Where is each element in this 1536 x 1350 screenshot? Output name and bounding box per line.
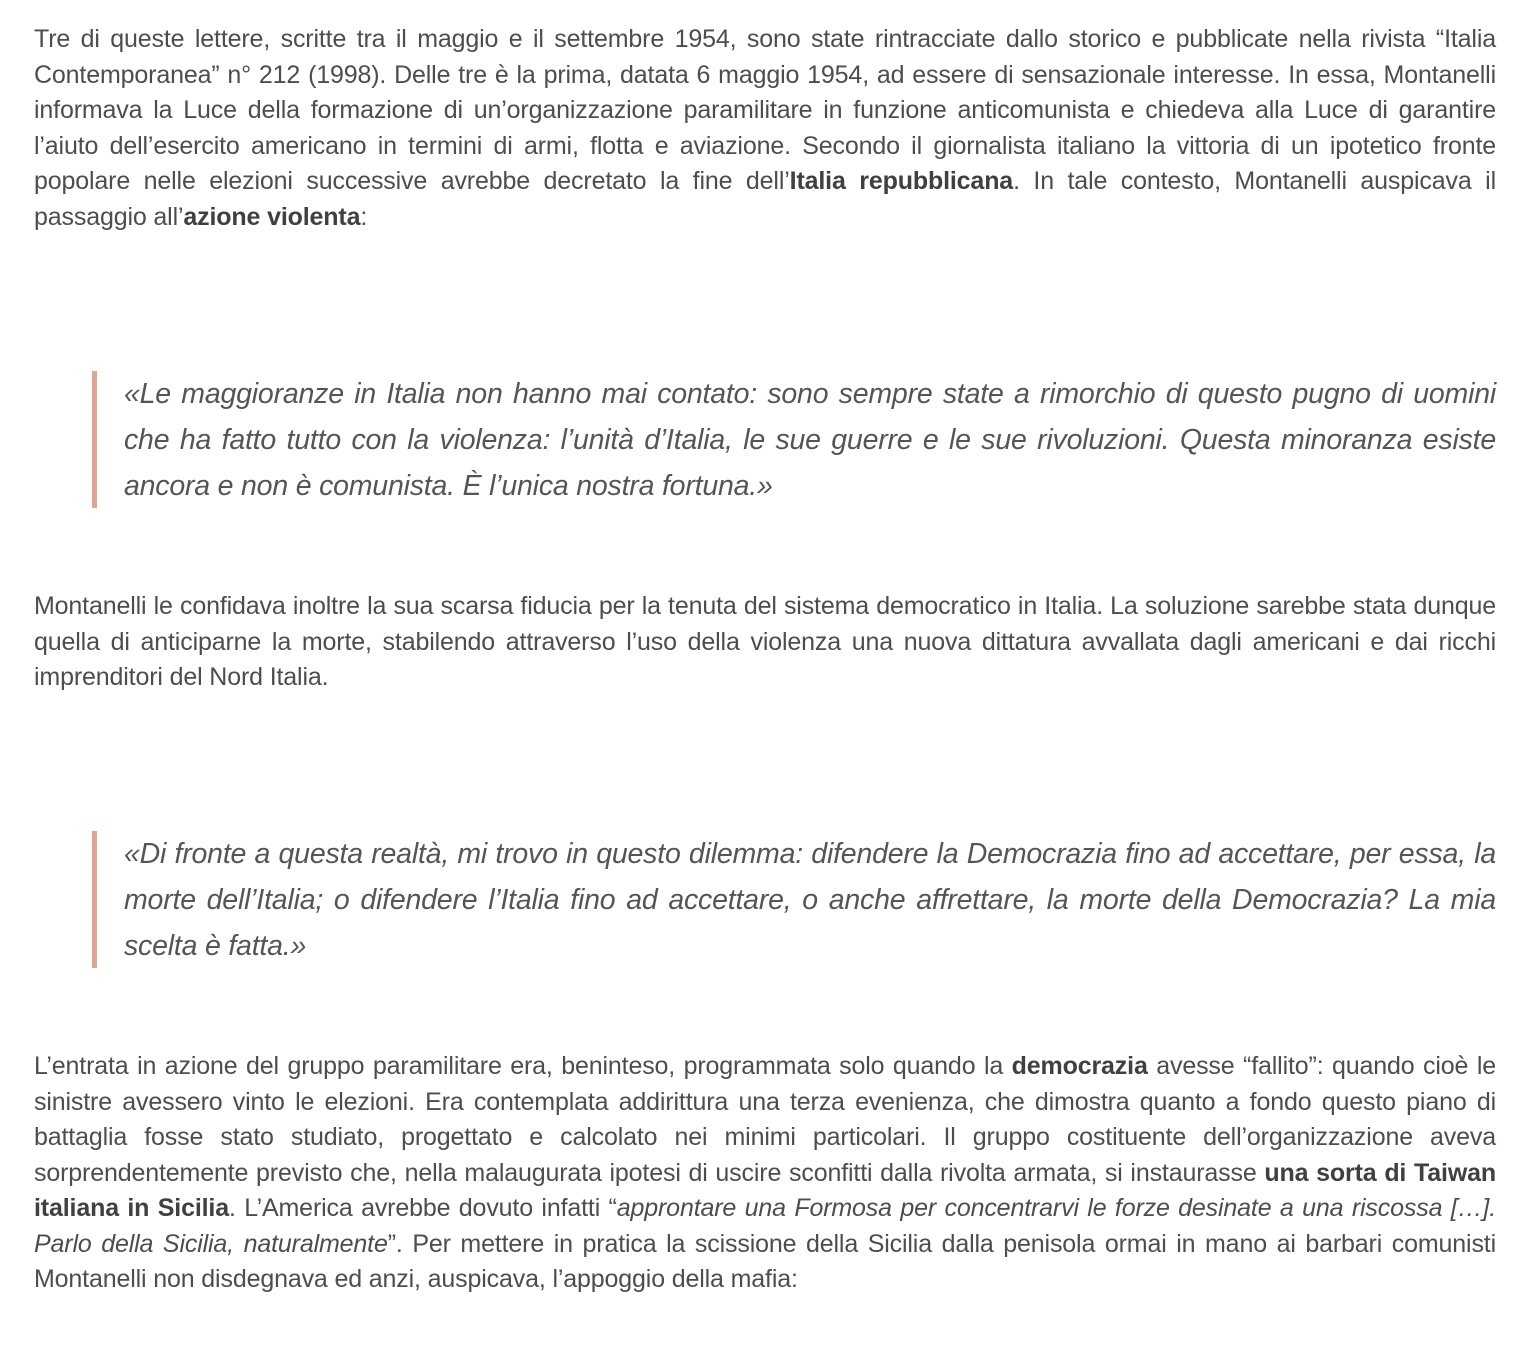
bold-democrazia: democrazia	[1011, 1052, 1148, 1080]
text-span: Montanelli le confidava inoltre la sua scarsa fiducia per la tenuta del sistema democratico in Italia. La soluzione sarebbe stata dunque quella di anticiparne la morte, stabilendo attraverso l’uso della violenza una nuova dittatura avvallata dagli americani e dai ricchi imprenditori del Nord Italia.	[34, 592, 1496, 691]
text-span: avesse “fallito”: quando cioè le sinistre avessero vinto le elezioni. Era contemplata addirittura una terza evenienza, che dimostra quanto a fondo questo piano di battaglia fosse stato studiato, progettato e calcolato nei minimi particolari. Il gruppo costituente dell’organizzazione aveva sorprendentemente previsto che, nella malaugurata ipotesi di uscire sconfitti dalla rivolta armata, si instaurasse	[34, 1052, 1496, 1187]
quote-text: «Le maggioranze in Italia non hanno mai contato: sono sempre state a rimorchio di questo pugno di uomini che ha fatto tutto con la violenza: l’unità d’Italia, le sue guerre e le sue rivoluzioni. Questa minoranza esiste ancora e non è comunista. È l’unica nostra fortuna.»	[124, 378, 1496, 502]
italic-formosa-quote: approntare una Formosa per concentrarvi le forze desinate a una riscossa […]. Parlo della Sicilia, naturalmente	[34, 1194, 1497, 1258]
text-span: Tre di queste lettere, scritte tra il maggio e il settembre 1954, sono state rintracciate dallo storico e pubblicate nella rivista “Italia Contemporanea” n° 212 (1998). Delle tre è la prima, datata 6 maggio 1954, ad essere di sensazionale interesse. In essa, Montanelli informava la Luce della formazione di un’organizzazione paramilitare in funzione anticomunista e chiedeva alla Luce di garantire l’aiuto dell’esercito americano in termini di armi, flotta e aviazione. Secondo il giornalista italiano la vittoria di un ipotetico fronte popolare nelle elezioni successive avrebbe decretato la fine dell’	[34, 25, 1496, 195]
blockquote-maggioranze	[92, 371, 1496, 508]
bold-italia-repubblicana: Italia repubblicana	[789, 167, 1014, 195]
text-span: :	[360, 202, 368, 231]
bold-taiwan-italiana: una sorta di Taiwan italiana in Sicilia	[34, 1158, 1496, 1222]
text-span: . In tale contesto, Montanelli auspicava il passaggio all’	[34, 167, 1496, 231]
text-span: L’entrata in azione del gruppo paramilitare era, beninteso, programmata solo quando la	[34, 1052, 1012, 1080]
paragraph-sfiducia	[34, 589, 1496, 696]
bold-azione-violenta: azione violenta	[183, 202, 361, 231]
paragraph-gruppo-paramilitare	[34, 1049, 1496, 1298]
paragraph-intro	[34, 22, 1496, 235]
blockquote-dilemma	[92, 831, 1496, 968]
quote-text: «Di fronte a questa realtà, mi trovo in questo dilemma: difendere la Democrazia fino ad accettare, per essa, la morte dell’Italia; o difendere l’Italia fino ad accettare, o anche affrettare, la morte della Democrazia? La mia scelta è fatta.»	[124, 838, 1496, 962]
text-span: . L’America avrebbe dovuto infatti “	[228, 1194, 617, 1222]
text-span: ”. Per mettere in pratica la scissione della Sicilia dalla penisola ormai in mano ai barbari comunisti Montanelli non disdegnava ed anzi, auspicava, l’appoggio della mafia:	[34, 1229, 1496, 1293]
